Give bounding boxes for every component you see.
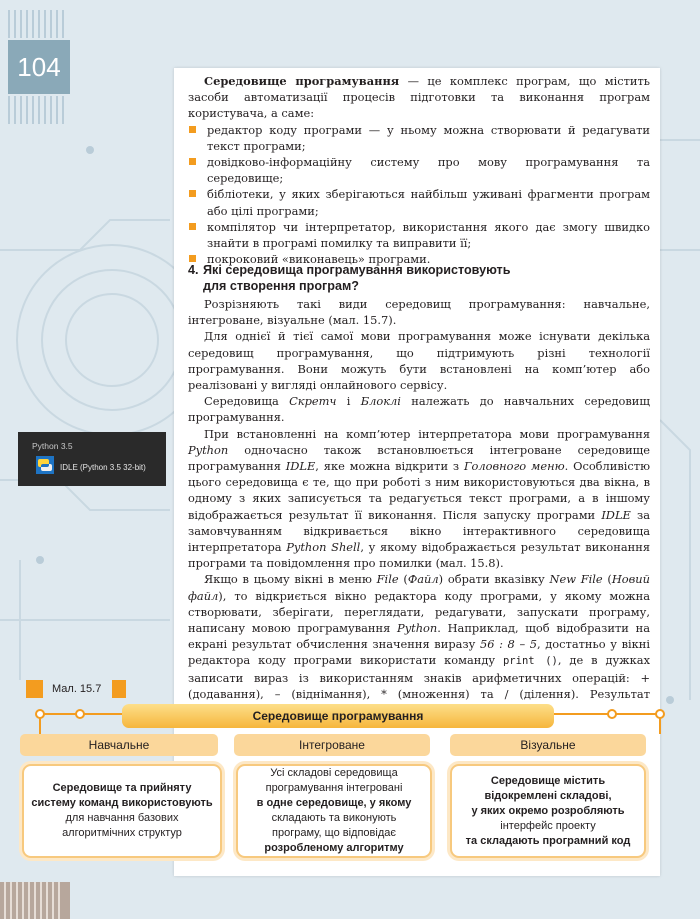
text-run: File [376,572,399,587]
text-run: При встановленні на комп’ютер інтерпретатора мови програмування [204,426,650,441]
code-print: print () [502,655,558,668]
components-list [188,122,650,268]
idle-menu-item[interactable]: IDLE (Python 3.5 32-bit) [60,463,146,472]
text-run: одночасно також встановлюється інтегроване середовище програмування [188,442,650,474]
text-run: Блоклі [360,394,401,409]
description-line: розробленому алгоритму [264,842,404,854]
text-run: , де в дужках записати вираз із використанням знаків арифметичних операцій: + (додавання), – (віднімання), * (множення) та / (ділення). Результат [188,653,650,701]
text-run: ), то відкриється вікно редактора коду програми, у якому можна створювати, зберігати, переглядати, редагувати, запускати програму, написану мовою програмування [188,588,650,636]
description-line: складають та виконують [271,812,397,824]
python-icon[interactable] [36,456,54,474]
text-run: Новий файл [188,572,650,603]
educational-description [22,764,222,858]
body-paragraph-5 [188,571,650,718]
diagram-title: Середовище програмування [122,704,554,728]
text-run: IDLE [601,507,631,522]
intro-section [188,73,650,267]
text-run: Середовища [204,394,290,409]
text-run: Якщо в цьому вікні в меню [204,572,377,587]
question-heading [188,262,650,294]
text-run: Головного меню [463,459,565,474]
category-educational: Навчальне [20,734,218,756]
page-number-box [8,40,70,94]
text-run: , достатньо у вікні редактора коду програми використати команду [188,637,650,668]
footer-decoration [0,882,70,919]
figure-caption: Мал. 15.7 [52,683,102,695]
text-run: New File [549,572,603,587]
category-integrated: Інтегроване [234,734,430,756]
list-item: редактор коду програми — у ньому можна створювати й редагувати текст програми; [188,122,650,154]
description-line: Середовище та прийняту [52,782,192,794]
list-item: бібліотеки, у яких зберігаються найбільш уживані фрагменти програм або цілі програми; [188,186,650,218]
question-line-1: Які середовища програмування використовують [203,263,511,277]
description-line: Середовище містить [490,774,606,787]
text-run: ) обрати вказівку [438,572,550,587]
text-run: Python [397,621,438,636]
text-run: за замовчуванням відкривається вікно інтерактивного середовища інтерпретатора [188,507,651,555]
text-run: 56 : 8 – 5 [479,637,538,652]
description-line: у яких окремо розробляють [471,804,625,817]
body-paragraph-2: Для однієї й тієї самої мови програмування може існувати декілька середовищ програмування, що підтримують різні технології програмування. Вони можуть бути встановлені на комп’ютер або реалізовані у вигляді онлайнового сервісу. [188,329,650,393]
text-run: ( [398,572,408,587]
visual-description [450,764,646,858]
body-text [188,296,650,718]
description-line: для навчання базових [65,812,179,824]
description-line: інтерфейс проекту [500,819,596,832]
description-line: програмування інтегровані [265,782,403,794]
text-run: , яке можна відкрити з [315,459,464,474]
list-item: покроковий «виконавець» програми. [188,251,650,267]
body-paragraph-4 [188,426,650,572]
text-run: . Наприклад, щоб відобразити на екрані результат обчислення значення виразу [188,621,650,652]
intro-definition: — це комплекс програм, що містить засоби автоматизації процесів підготовки та виконання програм користувача, а саме: [188,74,650,121]
text-run: IDLE [285,459,316,474]
start-menu-screenshot [18,432,166,486]
description-line: в одне середовище, у якому [256,797,412,809]
description-line: та складають програмний код [465,834,631,847]
description-line: Усі складові середовища [270,767,398,779]
body-paragraph-3 [188,393,650,425]
text-run: . Особливістю цього середовища є те, що при роботі з ним використовуються два вікна, в одному з яких записується та редагується текст програми, а в іншому відображається результат її виконання. Після запуску програми [188,459,651,522]
question-line-2: для створення програм? [203,279,359,293]
question-number: 4. [188,263,199,277]
page-number: 104 [17,52,61,82]
figure-label-marker [112,680,126,698]
menu-group-label: Python 3.5 [32,441,73,451]
environments-diagram [0,700,700,880]
description-line: алгоритмічних структур [62,827,182,839]
category-visual: Візуальне [450,734,646,756]
text-run: Скретч [289,394,337,409]
description-line: систему команд використовують [31,797,213,809]
text-run: Python [188,442,229,457]
figure-label [26,680,126,698]
intro-term: Середовище програмування [204,74,400,88]
text-run: ( [602,572,612,587]
list-item: довідково-інформаційну систему про мову програмування та середовище; [188,154,650,186]
text-run: , у якому відображається результат виконання програми та повідомлення про помилки (мал. 15.8). [188,540,651,571]
text-run: належать до навчальних середовищ програмування. [188,394,650,425]
intro-paragraph [188,73,650,122]
description-line: програму, що відповідає [272,827,396,839]
text-run: Файл [407,572,439,587]
integrated-description [236,764,432,858]
text-run: і [336,394,361,409]
description-line: відокремлені складові, [484,789,612,802]
figure-label-marker [26,680,43,698]
body-paragraph-1: Розрізняють такі види середовищ програмування: навчальне, інтегроване, візуальне (мал. 15.7). [188,297,650,328]
list-item: компілятор чи інтерпретатор, використання якого дає змогу швидко знайти в програмі помилку та виправити її; [188,219,650,251]
text-run: Python Shell [286,540,361,555]
